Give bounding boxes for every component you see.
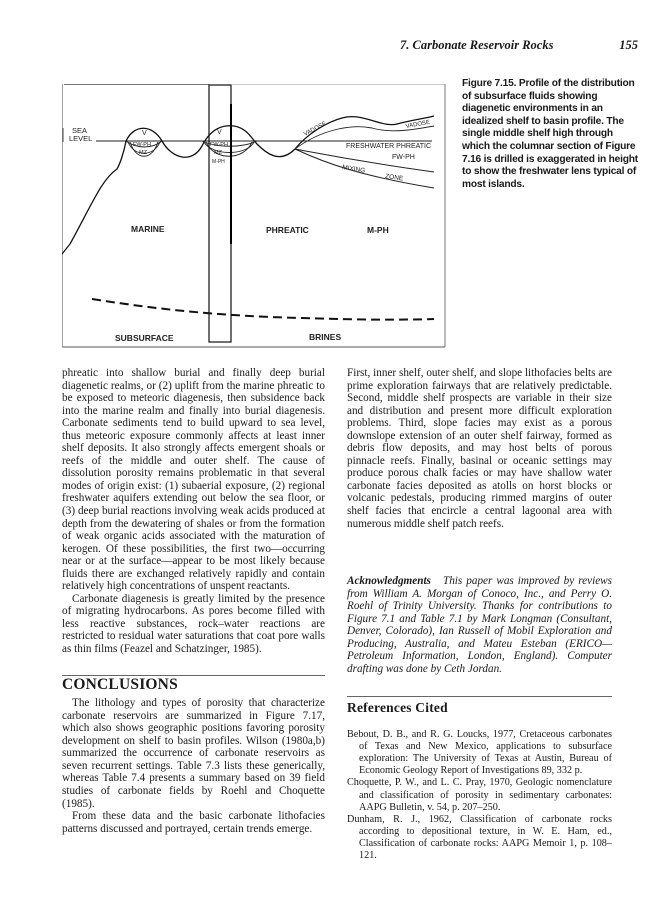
conclusions-heading: CONCLUSIONS [62, 675, 178, 693]
reference-item: Choquette, P. W., and L. C. Pray, 1970, Geologic nomenclature and classification of porosity in sedimentary carbonates: AAPG Bulletin, v. 54, p. 207–250. [347, 777, 612, 813]
body-paragraph: phreatic into shallow burial and finally deep burial diagenetic realms, or (2) uplift from the marine phreatic to be exposed to meteoric diagenesis, then subsidence back into the marine realm and finally into burial diagenesis. Carbonate sediments tend to build upward to sea level, thus meteoric exposure commonly affects at least inner shelf deposits. It also strongly affects emergent shoals or reefs of the middle and outer shelf. The cause of dissolution porosity remains problematic in that several modes of origin exist: (1) subaerial exposure, (2) regional freshwater aquifers extending out below the sea floor, or (3) deep burial reactions involving weak acids produced at depth from the dewatering of shales or from the formation of weak organic acids associated with the maturation of kerogen. Of these possibilities, the first two—occurring near or at the surface—appear to be most likely because fluids there are exchanged relatively rapidly and contain relatively high concentrations of unspent reactants. [62, 367, 325, 593]
label-subsurface: SUBSURFACE [115, 333, 174, 343]
references-heading: References Cited [347, 700, 448, 716]
label-fwph-left: FW-PH [133, 142, 151, 148]
label-v-column: V [217, 129, 222, 136]
section-divider [347, 696, 612, 697]
running-head [400, 38, 646, 53]
label-brines: BRINES [309, 332, 342, 342]
label-mz-column: MZ [214, 150, 222, 156]
figure-caption: Figure 7.15. Profile of the distribution of subsurface fluids showing diagenetic environments in an idealized shelf to basin profile. The single middle shelf high through which the columnar section of Figure 7.16 is drilled is exaggerated in height to show the freshwater lens typical of most islands. [462, 78, 639, 190]
label-mixing: MIXING [341, 164, 366, 175]
label-freshwater-phreatic: FRESHWATER PHREATIC [346, 143, 432, 150]
label-phreatic: PHREATIC [266, 225, 309, 235]
label-v-left: V [142, 130, 147, 137]
body-paragraph: From these data and the basic carbonate lithofacies patterns discussed and portrayed, certain trends emerge. [62, 810, 325, 835]
acknowledgments-text: This paper was improved by reviews from William A. Morgan of Conoco, Inc., and Perry O. Roehl of Trinity University. Thanks for contributions to Figure 7.1 and Table 7.1 by Mark Longman (Consultant, Denver, Colorado), Ian Russell of Mobil Exploration and Producing, Australia, and Mateu Esteban (ERICO—Petroleum Information, London, England). Computer drafting was done by Ceth Jordan. [347, 575, 612, 675]
label-level: LEVEL [69, 134, 93, 143]
label-zone: ZONE [384, 173, 404, 183]
reference-item: Bebout, D. B., and R. G. Loucks, 1977, Cretaceous carbonates of Texas and New Mexico, applications to subsurface exploration: The University of Texas at Austin, Bureau of Economic Geology Report of Investigations 89, 332 p. [347, 729, 612, 777]
label-sea: SEA [72, 126, 88, 135]
right-column [347, 367, 612, 862]
label-marine: MARINE [131, 224, 165, 234]
body-paragraph: First, inner shelf, outer shelf, and slope lithofacies belts are prime exploration fairways that are relatively predictable. Second, middle shelf prospects are variable in their size and distribution and present more difficult exploration problems. Third, slope facies may exist as a porous downslope extension of an outer shelf fairway, formed as debris flow deposits, and may host belts of porous pinnacle reefs. Finally, basinal or oceanic settings may produce porous chalk facies or may have shallow water carbonate facies deposited as atolls on horst blocks or volcanic pedestals, producing rimmed margins of outer shelf facies that encircle a central lagoonal area with numerous middle shelf patch reefs. [347, 367, 612, 530]
label-mph: M-PH [367, 225, 389, 235]
references-list [347, 729, 612, 862]
label-fwph-right: FW-PH [392, 154, 415, 161]
label-mz-left: MZ [139, 150, 147, 156]
label-fwph-column: FW-PH [210, 142, 228, 148]
label-vadose-1: VADOSE [303, 120, 328, 138]
figure-7-15-diagram [62, 84, 446, 348]
label-mph-column: M-PH [212, 159, 225, 165]
body-paragraph: The lithology and types of porosity that characterize carbonate reservoirs are summarized in Figure 7.17, which also shows geographic positions favoring porosity development on shelf to basin profiles. Wilson (1980a,b) summarized the occurrence of carbonate reservoirs as seven recurrent settings. Table 7.3 lists these generically, whereas Table 7.4 presents a summary based on 39 field studies of carbonate fields by Roehl and Choquette (1985). [62, 697, 325, 810]
label-vadose-2: VADOSE [405, 119, 431, 130]
acknowledgments [347, 575, 612, 675]
body-paragraph: Carbonate diagenesis is greatly limited by the presence of migrating hydrocarbons. As pores become filled with less reactive substances, rock–water reactions are restricted to residual water saturations that coat pore walls as thin films (Feazel and Schatzinger, 1985). [62, 592, 325, 656]
acknowledgments-label: Acknowledgments [347, 575, 431, 588]
page-number: 155 [619, 38, 638, 52]
left-column [62, 367, 325, 835]
chapter-title: 7. Carbonate Reservoir Rocks [400, 38, 554, 52]
reference-item: Dunham, R. J., 1962, Classification of carbonate rocks according to depositional texture, in W. E. Ham, ed., Classification of carbonate rocks: AAPG Memoir 1, p. 108–121. [347, 813, 612, 861]
